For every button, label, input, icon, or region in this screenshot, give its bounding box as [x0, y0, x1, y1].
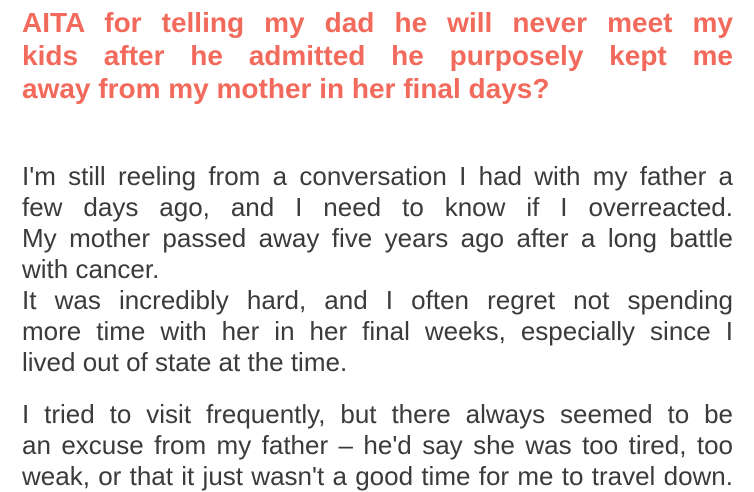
body-line: few days ago, and I need to know if I overreacted. [22, 192, 733, 222]
body-line: I'm still reeling from a conversation I had with my father a [22, 161, 733, 191]
body-line-partial: weak, or that it just wasn't a good time for me to travel down. [22, 461, 733, 491]
post-title-line-2: kids after he admitted he purposely kept me [22, 40, 733, 71]
body-line: with cancer. [22, 254, 160, 284]
post-content [22, 0, 733, 492]
post-title-line-1: AITA for telling my dad he will never meet my [22, 7, 733, 38]
body-line: more time with her in her final weeks, especially since I [22, 316, 733, 346]
body-line: It was incredibly hard, and I often regret not spending [22, 285, 733, 315]
body-line: I tried to visit frequently, but there always seemed to be [22, 399, 733, 429]
body-line: lived out of state at the time. [22, 347, 348, 377]
post-paragraph-1 [22, 161, 733, 378]
post-title-line-3: away from my mother in her final days? [22, 73, 550, 104]
body-line: an excuse from my father – he'd say she was too tired, too [22, 430, 733, 460]
post-paragraph-2 [22, 399, 733, 492]
post-title [22, 6, 733, 105]
body-line: My mother passed away five years ago after a long battle [22, 223, 733, 253]
